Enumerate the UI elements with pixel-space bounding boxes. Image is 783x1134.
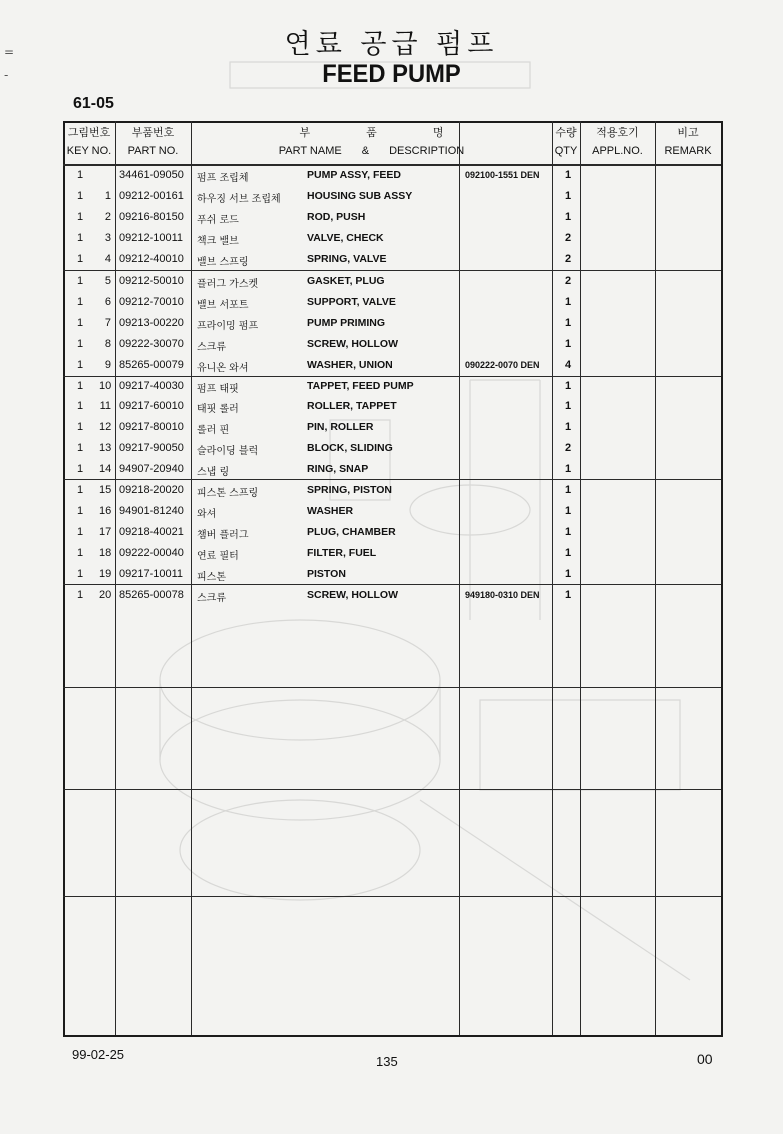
part-number: 09213-00220	[119, 317, 184, 329]
part-number: 09222-00040	[119, 547, 184, 559]
header-remark	[655, 121, 721, 163]
quantity: 1	[564, 338, 572, 350]
part-description: FILTER, FUEL	[307, 547, 377, 559]
key-number: 1	[77, 359, 84, 371]
part-description: SCREW, HOLLOW	[307, 338, 398, 350]
section-number: 61-05	[73, 95, 114, 112]
quantity: 1	[564, 296, 572, 308]
header-appl-ko: 적용호기	[596, 127, 639, 139]
sub-key-number: 11	[99, 400, 111, 412]
quantity: 1	[564, 211, 572, 223]
part-description: PIN, ROLLER	[307, 421, 374, 433]
part-description: PISTON	[307, 568, 346, 580]
part-number: 09212-00161	[119, 190, 184, 202]
reference-number: 092100-1551 DEN	[465, 170, 540, 180]
key-number: 1	[77, 505, 84, 517]
key-number: 1	[77, 253, 84, 265]
part-number: 09216-80150	[119, 211, 184, 223]
table-row	[63, 523, 721, 544]
table-row	[63, 314, 721, 335]
quantity: 1	[564, 589, 572, 601]
parts-table	[63, 121, 721, 1035]
group-divider	[63, 687, 721, 688]
part-description: SUPPORT, VALVE	[307, 296, 396, 308]
quantity: 1	[564, 400, 572, 412]
part-number: 09217-90050	[119, 442, 184, 454]
header-desc-ko: 부	[299, 127, 311, 139]
sub-key-number: 1	[104, 190, 111, 202]
header-key-no	[63, 121, 115, 163]
korean-name: 연료 필터	[197, 551, 239, 562]
part-description: SPRING, VALVE	[307, 253, 387, 265]
table-row	[63, 586, 721, 607]
key-number: 1	[77, 232, 84, 244]
reference-number: 949180-0310 DEN	[465, 590, 540, 600]
part-number: 09218-20020	[119, 484, 184, 496]
key-number: 1	[77, 547, 84, 559]
sub-key-number: 6	[104, 296, 111, 308]
table-row	[63, 377, 721, 398]
part-number: 94907-20940	[119, 463, 184, 475]
table-row	[63, 229, 721, 250]
group-divider	[63, 896, 721, 897]
part-description: HOUSING SUB ASSY	[307, 190, 413, 202]
header-appl-no	[580, 121, 655, 163]
header-qty-en: QTY	[554, 145, 578, 157]
part-number: 09212-50010	[119, 275, 184, 287]
margin-mark: =	[4, 45, 15, 59]
header-desc-en: PART NAME	[278, 145, 342, 157]
key-number: 1	[77, 526, 84, 538]
page-number: 135	[376, 1054, 398, 1069]
korean-name: 스냅 링	[197, 467, 230, 478]
page-title-english: FEED PUMP	[322, 60, 461, 88]
korean-name: 프라이밍 펌프	[197, 321, 259, 332]
part-description: SPRING, PISTON	[307, 484, 392, 496]
korean-name: 밸브 스프링	[197, 257, 249, 268]
sub-key-number: 2	[104, 211, 111, 223]
header-desc-en: DESCRIPTION	[389, 145, 465, 157]
header-description	[191, 121, 552, 163]
sub-key-number: 14	[99, 463, 112, 475]
part-description: PUMP ASSY, FEED	[307, 169, 401, 181]
quantity: 1	[564, 463, 572, 475]
header-part-en: PART NO.	[127, 145, 179, 157]
part-number: 85265-00079	[119, 359, 184, 371]
part-number: 09212-10011	[119, 232, 184, 244]
korean-name: 밸브 서포트	[197, 300, 249, 311]
part-description: BLOCK, SLIDING	[307, 442, 393, 454]
sub-key-number: 12	[99, 421, 112, 433]
korean-name: 유니온 와셔	[197, 363, 249, 374]
korean-name: 푸쉬 로드	[197, 215, 239, 226]
table-row	[63, 293, 721, 314]
sub-key-number: 4	[104, 253, 111, 265]
table-row	[63, 250, 721, 271]
key-number: 1	[77, 275, 84, 287]
header-desc-ko: 품	[366, 127, 377, 139]
korean-name: 태핏 롤러	[197, 404, 239, 415]
header-qty	[552, 121, 580, 163]
sub-key-number: 3	[104, 232, 111, 244]
quantity: 1	[564, 421, 572, 433]
korean-name: 책크 밸브	[197, 236, 239, 247]
quantity: 1	[564, 169, 572, 181]
table-row	[63, 356, 721, 377]
header-desc-en: &	[361, 145, 370, 157]
korean-name: 스크류	[197, 342, 226, 353]
key-number: 1	[77, 211, 84, 223]
korean-name: 플러그 가스켓	[197, 279, 259, 290]
part-number: 09217-10011	[119, 568, 184, 580]
key-number: 1	[77, 169, 84, 181]
quantity: 1	[564, 190, 572, 202]
header-part-ko: 부품번호	[131, 127, 175, 139]
table-row	[63, 272, 721, 293]
table-row	[63, 481, 721, 502]
key-number: 1	[77, 589, 84, 601]
sub-key-number: 10	[99, 380, 112, 392]
quantity: 2	[564, 442, 572, 454]
header-part-no	[115, 121, 191, 163]
table-row	[63, 208, 721, 229]
key-number: 1	[77, 442, 84, 454]
key-number: 1	[77, 463, 84, 475]
table-row	[63, 166, 721, 187]
quantity: 2	[564, 253, 572, 265]
part-number: 09218-40021	[119, 526, 184, 538]
sub-key-number: 20	[99, 589, 112, 601]
part-description: ROD, PUSH	[307, 211, 366, 223]
key-number: 1	[77, 317, 84, 329]
header-key-ko: 그림번호	[67, 127, 111, 139]
quantity: 1	[564, 505, 572, 517]
korean-name: 펌프 조립체	[197, 173, 249, 184]
sub-key-number: 13	[99, 442, 112, 454]
table-row	[63, 187, 721, 208]
header-qty-ko: 수량	[555, 127, 577, 139]
part-description: RING, SNAP	[307, 463, 369, 475]
table-row	[63, 418, 721, 439]
part-description: GASKET, PLUG	[307, 275, 385, 287]
part-description: TAPPET, FEED PUMP	[307, 380, 414, 392]
sub-key-number: 18	[99, 547, 112, 559]
header-key-en: KEY NO.	[66, 145, 112, 157]
table-row	[63, 544, 721, 565]
part-number: 34461-09050	[119, 169, 184, 181]
korean-name: 와셔	[197, 509, 217, 520]
key-number: 1	[77, 484, 84, 496]
korean-name: 슬라이딩 블럭	[197, 446, 259, 457]
sub-key-number: 17	[99, 526, 112, 538]
sub-key-number: 8	[104, 338, 111, 350]
sub-key-number: 15	[99, 484, 112, 496]
key-number: 1	[77, 190, 84, 202]
key-number: 1	[77, 400, 84, 412]
korean-name: 스크류	[197, 593, 226, 604]
part-description: VALVE, CHECK	[307, 232, 384, 244]
key-number: 1	[77, 421, 84, 433]
quantity: 2	[564, 275, 572, 287]
table-row	[63, 439, 721, 460]
korean-name: 챔버 플러그	[197, 530, 249, 541]
part-description: PLUG, CHAMBER	[307, 526, 396, 538]
part-number: 09217-80010	[119, 421, 184, 433]
table-row	[63, 502, 721, 523]
part-number: 09212-40010	[119, 253, 184, 265]
header-appl-en: APPL.NO.	[592, 145, 643, 157]
quantity: 1	[564, 547, 572, 559]
sub-key-number: 19	[99, 568, 112, 580]
key-number: 1	[77, 380, 84, 392]
part-description: WASHER	[307, 505, 354, 517]
table-row	[63, 397, 721, 418]
part-number: 09212-70010	[119, 296, 184, 308]
sub-key-number: 9	[104, 359, 111, 371]
part-number: 09222-30070	[119, 338, 184, 350]
table-row	[63, 335, 721, 356]
key-number: 1	[77, 568, 84, 580]
page-title-korean: 연료 공급 펌프	[284, 29, 499, 60]
key-number: 1	[77, 338, 84, 350]
sub-key-number: 7	[104, 317, 111, 329]
quantity: 1	[564, 526, 572, 538]
korean-name: 피스톤 스프링	[197, 488, 259, 499]
quantity: 1	[564, 380, 572, 392]
sub-key-number: 5	[104, 275, 111, 287]
header-desc-ko: 명	[432, 127, 444, 139]
korean-name: 하우징 서브 조립체	[197, 194, 281, 205]
part-description: PUMP PRIMING	[307, 317, 385, 329]
quantity: 4	[564, 359, 572, 371]
sub-key-number: 16	[99, 505, 112, 517]
part-number: 85265-00078	[119, 589, 184, 601]
reference-number: 090222-0070 DEN	[465, 360, 540, 370]
part-number: 09217-40030	[119, 380, 184, 392]
part-description: ROLLER, TAPPET	[307, 400, 397, 412]
part-number: 09217-60010	[119, 400, 184, 412]
revision-number: 00	[697, 1051, 713, 1067]
part-description: WASHER, UNION	[307, 359, 393, 371]
key-number: 1	[77, 296, 84, 308]
header-remark-ko: 비고	[677, 127, 699, 139]
quantity: 1	[564, 484, 572, 496]
korean-name: 펌프 태핏	[197, 384, 239, 395]
group-divider	[63, 789, 721, 790]
part-description: SCREW, HOLLOW	[307, 589, 398, 601]
header-remark-en: REMARK	[664, 145, 712, 157]
table-row	[63, 460, 721, 481]
margin-mark: -	[4, 68, 9, 82]
quantity: 1	[564, 317, 572, 329]
part-number: 94901-81240	[119, 505, 184, 517]
quantity: 1	[564, 568, 572, 580]
table-row	[63, 565, 721, 586]
korean-name: 피스톤	[197, 572, 226, 583]
quantity: 2	[564, 232, 572, 244]
footer-date: 99-02-25	[72, 1047, 125, 1062]
korean-name: 롤러 핀	[197, 425, 230, 436]
